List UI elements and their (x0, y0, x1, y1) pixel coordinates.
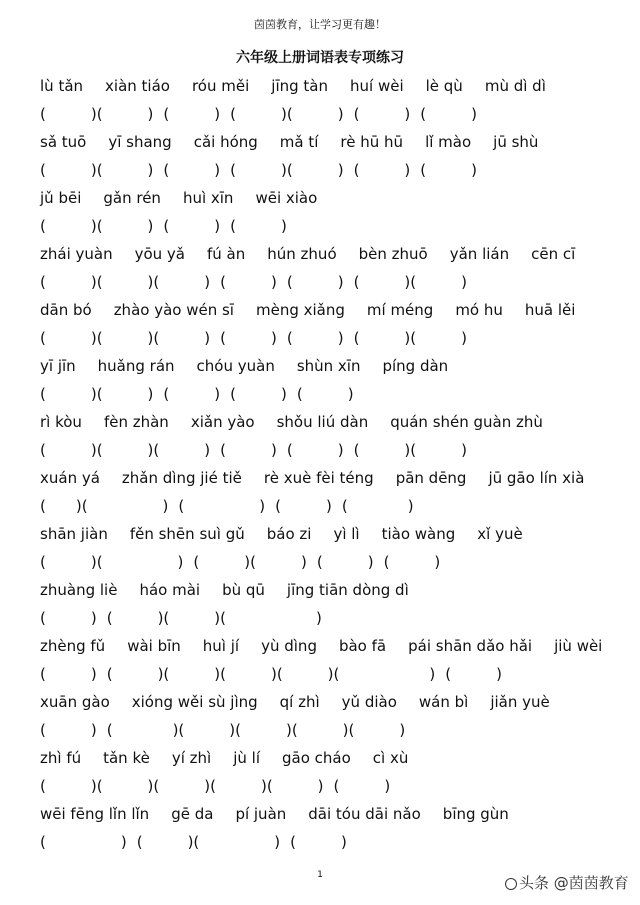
exercise-group (40, 744, 630, 800)
pinyin-item: mèng xiǎng (255, 301, 345, 319)
pinyin-item: yù dìng (261, 637, 317, 655)
pinyin-item: qí zhì (279, 693, 320, 711)
pinyin-item: zhǎn dìng jié tiě (121, 469, 242, 487)
pinyin-item: xǐ yuè (477, 525, 523, 543)
exercise-group (40, 184, 630, 240)
answer-brackets-row (40, 100, 630, 128)
pinyin-item: xiǎn yào (190, 413, 255, 431)
answer-bracket[interactable]: ( ) (220, 329, 277, 347)
pinyin-item: xuán yá (40, 469, 100, 487)
pinyin-item: bèn zhuō (358, 245, 428, 263)
exercise-group (40, 296, 630, 352)
answer-bracket[interactable]: ( ) (341, 497, 414, 515)
exercise-group (40, 128, 630, 184)
pinyin-row (40, 800, 630, 828)
answer-bracket[interactable]: ( ) (353, 161, 411, 179)
pinyin-item: huā lěi (524, 301, 576, 319)
answer-bracket[interactable]: ( )( )( ) (106, 609, 322, 627)
answer-bracket[interactable]: ( )( )( ) (40, 273, 211, 291)
pinyin-item: tǎn kè (103, 749, 150, 767)
pinyin-item: wài bīn (127, 637, 181, 655)
pinyin-row (40, 576, 630, 604)
answer-bracket[interactable]: ( ) (163, 105, 221, 123)
pinyin-item: jiù wèi (554, 637, 603, 655)
answer-brackets-row (40, 772, 630, 800)
pinyin-item: yī jīn (40, 357, 76, 375)
pinyin-item: lǐ mào (425, 133, 472, 151)
pinyin-item: xióng wěi sù jìng (131, 693, 258, 711)
logo-icon (505, 878, 517, 890)
answer-brackets-row (40, 212, 630, 240)
pinyin-item: rì kòu (40, 413, 82, 431)
pinyin-item: lè qù (425, 77, 463, 95)
pinyin-row (40, 520, 630, 548)
pinyin-item: jīng tiān dòng dì (286, 581, 409, 599)
pinyin-item: háo mài (139, 581, 201, 599)
answer-brackets-row (40, 268, 630, 296)
pinyin-item: báo zi (266, 525, 312, 543)
answer-bracket[interactable]: ( )( ) (40, 497, 169, 515)
pinyin-item: zhuàng liè (40, 581, 118, 599)
pinyin-item: yì lì (333, 525, 360, 543)
pinyin-item: huì jí (202, 637, 240, 655)
pinyin-item: bīng gùn (442, 805, 509, 823)
pinyin-item: bù qū (222, 581, 265, 599)
pinyin-item: wēi fēng lǐn lǐn (40, 805, 150, 823)
pinyin-item: jīng tàn (271, 77, 328, 95)
exercise-group (40, 520, 630, 576)
pinyin-item: jiǎn yuè (490, 693, 550, 711)
pinyin-item: pí juàn (235, 805, 287, 823)
exercise-group (40, 800, 630, 856)
pinyin-item: cēn cī (531, 245, 576, 263)
answer-brackets-row (40, 436, 630, 464)
answer-bracket[interactable]: ( )( )( )( )( ) (106, 665, 436, 683)
answer-bracket[interactable]: ( ) (40, 721, 97, 739)
exercise-group (40, 576, 630, 632)
exercise-group (40, 352, 630, 408)
answer-bracket[interactable]: ( )( ) (353, 329, 467, 347)
exercise-group (40, 408, 630, 464)
pinyin-item: rè xuè fèi téng (263, 469, 374, 487)
pinyin-row (40, 296, 630, 324)
answer-brackets-row (40, 660, 630, 688)
answer-bracket[interactable]: ( )( )( )( )( ) (106, 721, 406, 739)
page-title: 六年级上册词语表专项练习 (236, 50, 404, 66)
pinyin-row (40, 72, 630, 100)
pinyin-item: yōu yǎ (134, 245, 185, 263)
answer-bracket[interactable]: ( )( ) (40, 553, 184, 571)
answer-bracket[interactable]: ( ) (163, 385, 221, 403)
pinyin-item: róu měi (191, 77, 250, 95)
pinyin-item: dāi tóu dāi nǎo (308, 805, 421, 823)
pinyin-item: huí wèi (350, 77, 404, 95)
answer-bracket[interactable]: ( )( ) (193, 553, 307, 571)
exercise-group (40, 688, 630, 744)
pinyin-item: zhào yào wén sī (113, 301, 234, 319)
answer-bracket[interactable]: ( ) (333, 777, 391, 795)
pinyin-item: huǎng rán (97, 357, 175, 375)
pinyin-item: fèn zhàn (103, 413, 169, 431)
answer-brackets-row (40, 604, 630, 632)
exercise-group (40, 464, 630, 520)
pinyin-item: wēi xiào (255, 189, 318, 207)
pinyin-item: gǎn rén (103, 189, 161, 207)
answer-bracket[interactable]: ( ) (275, 497, 332, 515)
pinyin-item: mù dì dì (484, 77, 546, 95)
answer-bracket[interactable]: ( ) (163, 217, 221, 235)
pinyin-item: yī shang (108, 133, 172, 151)
pinyin-item: píng dàn (382, 357, 449, 375)
pinyin-item: cì xù (372, 749, 409, 767)
answer-brackets-row (40, 716, 630, 744)
pinyin-item: pái shān dǎo hǎi (408, 637, 533, 655)
pinyin-item: fú àn (207, 245, 246, 263)
answer-brackets-row (40, 548, 630, 576)
pinyin-item: jū shù (493, 133, 539, 151)
pinyin-item: wán bì (418, 693, 469, 711)
answer-bracket[interactable]: ( )( ) (40, 217, 154, 235)
answer-bracket[interactable]: ( ) (220, 273, 277, 291)
answer-bracket[interactable]: ( ) (230, 385, 287, 403)
answer-bracket[interactable]: ( ) (420, 161, 477, 179)
pinyin-item: jǔ bēi (40, 189, 82, 207)
pinyin-item: zhái yuàn (40, 245, 113, 263)
answer-bracket[interactable]: ( ) (353, 105, 411, 123)
pinyin-row (40, 688, 630, 716)
exercise-group (40, 72, 630, 128)
pinyin-row (40, 464, 630, 492)
exercise-group (40, 632, 630, 688)
answer-bracket[interactable]: ( ) (445, 665, 502, 683)
answer-bracket[interactable]: ( ) (290, 833, 347, 851)
pinyin-row (40, 128, 630, 156)
answer-bracket[interactable]: ( )( ) (136, 833, 281, 851)
pinyin-item: rè hū hū (340, 133, 404, 151)
pinyin-row (40, 240, 630, 268)
pinyin-row (40, 184, 630, 212)
answer-bracket[interactable]: ( )( ) (353, 441, 467, 459)
answer-bracket[interactable]: ( ) (163, 161, 221, 179)
answer-brackets-row (40, 828, 630, 856)
answer-bracket[interactable]: ( ) (296, 385, 354, 403)
pinyin-item: lù tǎn (40, 77, 84, 95)
pinyin-row (40, 352, 630, 380)
answer-brackets-row (40, 380, 630, 408)
pinyin-item: jū gāo lín xià (488, 469, 585, 487)
answer-bracket[interactable]: ( ) (40, 833, 127, 851)
watermark-text: 头条 @茵茵教育 (519, 874, 629, 892)
answer-bracket[interactable]: ( ) (40, 665, 97, 683)
pinyin-item: gē da (171, 805, 214, 823)
pinyin-row (40, 744, 630, 772)
pinyin-item: yǔ diào (341, 693, 397, 711)
pinyin-item: sǎ tuō (40, 133, 87, 151)
pinyin-item: hún zhuó (267, 245, 337, 263)
pinyin-item: shān jiàn (40, 525, 108, 543)
pinyin-item: fěn shēn suì gǔ (129, 525, 245, 543)
answer-brackets-row (40, 324, 630, 352)
pinyin-item: mó hu (455, 301, 503, 319)
answer-bracket[interactable]: ( )( )( ) (40, 329, 211, 347)
pinyin-item: mǎ tí (279, 133, 319, 151)
answer-bracket[interactable]: ( )( )( )( )( ) (40, 777, 324, 795)
pinyin-item: pān dēng (395, 469, 467, 487)
watermark (505, 872, 629, 893)
answer-bracket[interactable]: ( ) (420, 105, 477, 123)
answer-bracket[interactable]: ( )( ) (40, 385, 154, 403)
pinyin-item: mí méng (366, 301, 434, 319)
pinyin-item: cǎi hóng (193, 133, 258, 151)
exercise-sheet (40, 72, 630, 856)
pinyin-item: xiàn tiáo (105, 77, 170, 95)
pinyin-item: quán shén guàn zhù (390, 413, 543, 431)
pinyin-item: zhèng fǔ (40, 637, 106, 655)
answer-bracket[interactable]: ( ) (286, 441, 344, 459)
answer-bracket[interactable]: ( ) (286, 273, 344, 291)
pinyin-row (40, 632, 630, 660)
answer-bracket[interactable]: ( ) (220, 441, 277, 459)
answer-bracket[interactable]: ( )( ) (40, 105, 154, 123)
pinyin-item: tiào wàng (381, 525, 456, 543)
answer-bracket[interactable]: ( )( )( ) (40, 441, 211, 459)
pinyin-item: yǎn lián (449, 245, 510, 263)
pinyin-item: jù lí (233, 749, 260, 767)
answer-bracket[interactable]: ( ) (286, 329, 344, 347)
header-note: 茵茵教育，让学习更有趣！ (254, 18, 386, 31)
pinyin-item: xuān gào (40, 693, 110, 711)
answer-bracket[interactable]: ( )( ) (353, 273, 467, 291)
answer-bracket[interactable]: ( ) (40, 609, 97, 627)
answer-bracket[interactable]: ( )( ) (230, 161, 344, 179)
pinyin-item: chóu yuàn (196, 357, 275, 375)
answer-brackets-row (40, 156, 630, 184)
pinyin-item: zhì fú (40, 749, 82, 767)
answer-bracket[interactable]: ( ) (230, 217, 287, 235)
answer-bracket[interactable]: ( ) (316, 553, 374, 571)
pinyin-item: dān bó (40, 301, 92, 319)
pinyin-item: shǒu liú dàn (276, 413, 369, 431)
answer-bracket[interactable]: ( ) (383, 553, 441, 571)
pinyin-item: yí zhì (171, 749, 212, 767)
answer-bracket[interactable]: ( )( ) (230, 105, 344, 123)
pinyin-item: huì xīn (182, 189, 234, 207)
exercise-group (40, 240, 630, 296)
pinyin-item: bào fā (338, 637, 387, 655)
answer-bracket[interactable]: ( ) (178, 497, 266, 515)
page-number: 1 (317, 870, 323, 880)
answer-brackets-row (40, 492, 630, 520)
pinyin-row (40, 408, 630, 436)
pinyin-item: gāo cháo (282, 749, 351, 767)
answer-bracket[interactable]: ( )( ) (40, 161, 154, 179)
pinyin-item: shùn xīn (296, 357, 361, 375)
